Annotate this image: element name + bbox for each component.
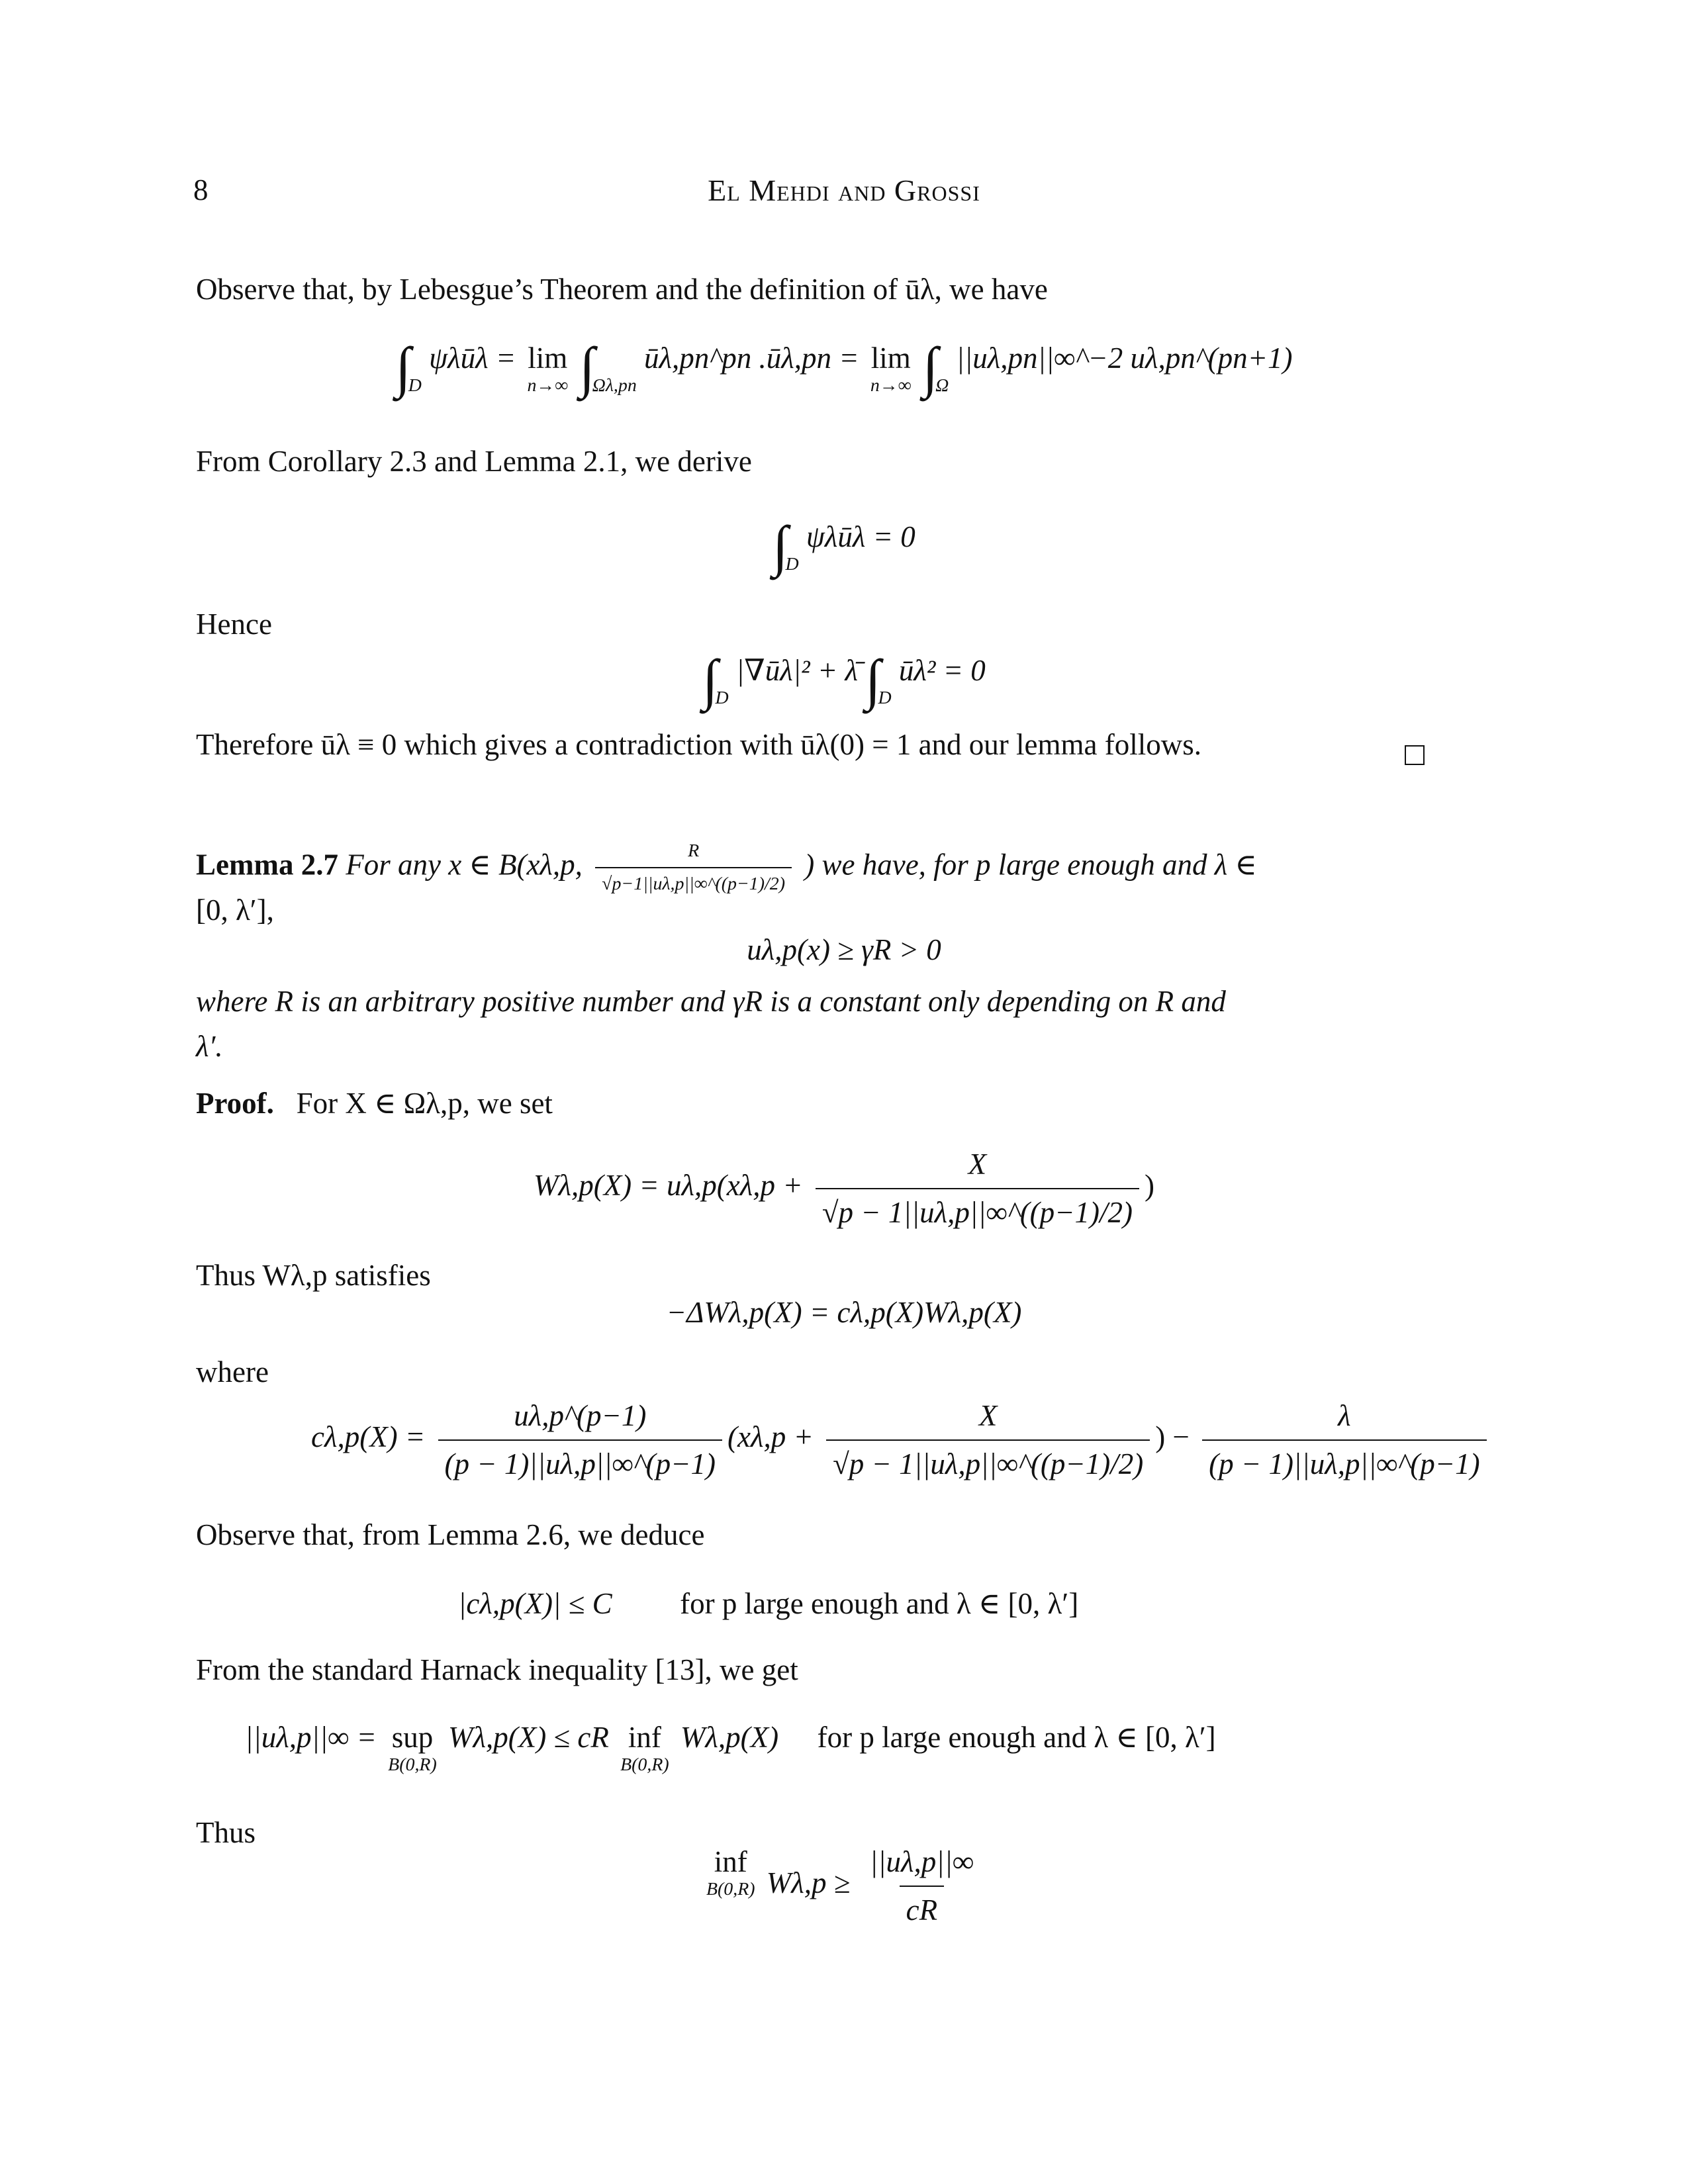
equation-energy bbox=[0, 649, 1688, 711]
equation-limit-integral bbox=[0, 336, 1688, 399]
paragraph-lebesgue: Observe that, by Lebesgue’s Theorem and the definition of ūλ, we have bbox=[196, 273, 1048, 306]
equation-coefficient: cλ,p(X) = $\frac{u\lambda,p\^{}(p-1)}{(p - 1)||u\lambda,p||\infty\^{}(p-1)}$ (xλ,p + $\frac{X}{√p - 1||u\lambda,p||\infty\^{}((p-1)/2)}$ ) − $\frac{\lambda}{(p - 1)||u\lambda,p||\infty\^{}(p-1)}$ bbox=[311, 1396, 1492, 1483]
inf-bound-fraction: $\frac{||u\lambda,p||\infty}{cR}$ bbox=[863, 1843, 980, 1929]
coefficient-fraction-3: $\frac{\lambda}{(p - 1)||u\lambda,p||\infty\^{}(p-1)}$ bbox=[1202, 1396, 1486, 1483]
thus-label: Thus bbox=[196, 1816, 256, 1849]
paragraph-deduce: Observe that, from Lemma 2.6, we deduce bbox=[196, 1518, 705, 1551]
integral-sign: ∫ bbox=[395, 336, 411, 399]
lemma-text-1: For any x ∈ B(xλ,p, bbox=[346, 848, 583, 882]
limit-operator: lim n→∞ bbox=[527, 341, 569, 396]
lemma-text-3: [0, λ′], bbox=[196, 893, 274, 927]
integral-domain: D bbox=[408, 375, 422, 396]
paragraph-corollary: From Corollary 2.3 and Lemma 2.1, we derive bbox=[196, 445, 752, 478]
eq1-lhs: ψλūλ = bbox=[429, 341, 516, 375]
lemma-text-2: ) we have, for p large enough and λ ∈ bbox=[804, 848, 1257, 882]
paragraph-harnack: From the standard Harnack inequality [13], we get bbox=[196, 1653, 798, 1686]
inf-operator: inf B(0,R) bbox=[620, 1721, 669, 1775]
hence-label: Hence bbox=[196, 608, 272, 641]
integral-domain: D bbox=[878, 687, 892, 708]
condition-text: for p large enough and λ ∈ [0, λ′] bbox=[680, 1587, 1079, 1620]
page-number: 8 bbox=[193, 173, 209, 206]
coefficient-fraction-1: $\frac{u\lambda,p\^{}(p-1)}{(p - 1)||u\lambda,p||\infty\^{}(p-1)}$ bbox=[438, 1396, 722, 1483]
lemma-text-5: λ′. bbox=[196, 1030, 223, 1063]
equation-rescaled-function: Wλ,p(X) = uλ,p(xλ,p + $\frac{X}{√p - 1||u\lambda,p||\infty\^{}((p-1)/2)}$ ) bbox=[0, 1145, 1688, 1232]
lemma-statement-line1 bbox=[196, 839, 1257, 897]
paragraph-conclusion: Therefore ūλ ≡ 0 which gives a contradiction with ūλ(0) = 1 and our lemma follows. bbox=[196, 728, 1201, 761]
integral-domain: D bbox=[785, 553, 799, 574]
integral-domain: Ω bbox=[935, 375, 949, 396]
rescaling-fraction: $\frac{X}{√p - 1||u\lambda,p||\infty\^{}((p-1)/2)}$ bbox=[816, 1145, 1139, 1232]
where-label: where bbox=[196, 1355, 269, 1388]
proof-line bbox=[196, 1084, 553, 1123]
equation-harnack: ||uλ,p||∞ = sup B(0,R) Wλ,p(X) ≤ cR inf B(0,R) Wλ,p(X) for p large enough and λ ∈ [0, λ′] bbox=[245, 1718, 1216, 1777]
lemma-radius-fraction: $\frac{R}{√p-1||u\lambda,p||\infty\^{}((p-1)/2)}$ bbox=[595, 839, 792, 897]
eq1-middle: ūλ,pn^pn .ūλ,pn = bbox=[644, 341, 859, 375]
equation-inf-bound: inf B(0,R) Wλ,p ≥ $\frac{||u\lambda,p||\infty}{cR}$ bbox=[0, 1843, 1688, 1929]
lemma-text-4: where R is an arbitrary positive number and γR is a constant only depending on R and bbox=[196, 985, 1226, 1018]
equation-coefficient-bound: |cλ,p(X)| ≤ C for p large enough and λ ∈ [0, λ′] bbox=[458, 1587, 1079, 1620]
inf-operator: inf B(0,R) bbox=[706, 1845, 755, 1899]
integral-sign: ∫ bbox=[922, 336, 939, 399]
equation-pde: −ΔWλ,p(X) = cλ,p(X)Wλ,p(X) bbox=[666, 1296, 1022, 1329]
proof-text: For X ∈ Ωλ,p, we set bbox=[296, 1087, 553, 1120]
running-title: El Mehdi and Grossi bbox=[708, 173, 980, 207]
proof-label: Proof. bbox=[196, 1087, 274, 1120]
equation-orthogonality bbox=[0, 515, 1688, 578]
thus-satisfies: Thus Wλ,p satisfies bbox=[196, 1259, 431, 1292]
qed-mark bbox=[1405, 736, 1425, 775]
integral-sign: ∫ bbox=[702, 649, 718, 711]
integral-sign: ∫ bbox=[773, 515, 788, 578]
eq2: ψλūλ = 0 bbox=[806, 520, 915, 553]
lemma-label: Lemma 2.7 bbox=[196, 848, 338, 882]
integral-domain: Ωλ,pn bbox=[592, 375, 637, 396]
sup-operator: sup B(0,R) bbox=[388, 1721, 437, 1775]
eq1-rhs: ||uλ,pn||∞^−2 uλ,pn^(pn+1) bbox=[956, 341, 1293, 375]
condition-text: for p large enough and λ ∈ [0, λ′] bbox=[817, 1721, 1216, 1754]
equation-lower-bound: uλ,p(x) ≥ γR > 0 bbox=[747, 933, 941, 966]
integral-sign: ∫ bbox=[865, 649, 881, 711]
eq3-gradient-term: |∇ūλ|² + λ̄ bbox=[735, 654, 858, 687]
integral-sign: ∫ bbox=[579, 336, 595, 399]
limit-operator: lim n→∞ bbox=[870, 341, 912, 396]
coefficient-fraction-2: $\frac{X}{√p - 1||u\lambda,p||\infty\^{}((p-1)/2)}$ bbox=[826, 1396, 1150, 1483]
integral-domain: D bbox=[715, 687, 729, 708]
eq3-square-term: ūλ² = 0 bbox=[898, 654, 986, 687]
